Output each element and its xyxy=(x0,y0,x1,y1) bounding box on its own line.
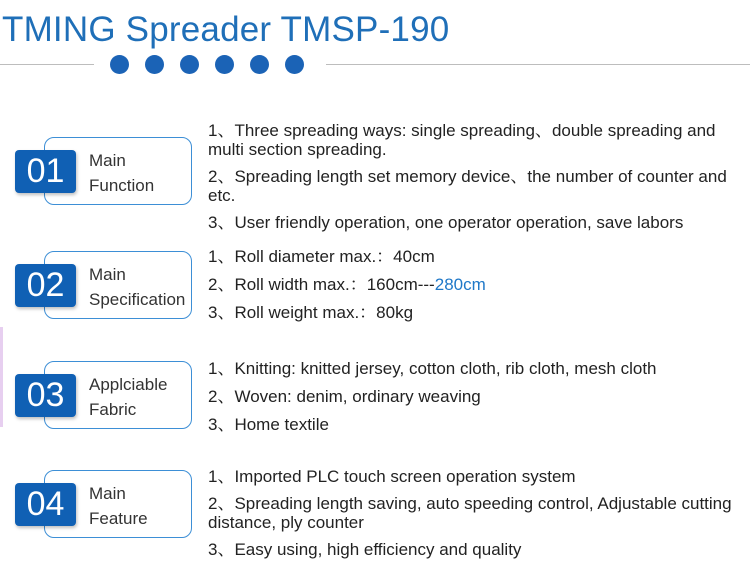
section-label-line2: Feature xyxy=(89,509,148,528)
section-label xyxy=(89,372,167,422)
list-item xyxy=(208,275,748,294)
list-item: 3、Home textile xyxy=(208,415,329,434)
section-items xyxy=(208,121,748,240)
highlight-value: 280cm xyxy=(434,275,486,294)
section-items xyxy=(208,359,748,442)
list-item: 2、Spreading length saving, auto speeding control, Adjustable cutting distance, ply counter xyxy=(208,494,732,532)
list-item: 2、Woven: denim, ordinary weaving xyxy=(208,387,481,406)
section-label xyxy=(89,481,148,531)
section-number-badge: 03 xyxy=(15,374,76,417)
list-item: 1、Imported PLC touch screen operation system xyxy=(208,467,576,486)
section-label-line2: Specification xyxy=(89,290,186,309)
section-number-badge: 04 xyxy=(15,483,76,526)
list-item: 3、User friendly operation, one operator operation, save labors xyxy=(208,213,684,232)
list-item: 3、Roll weight max.：80kg xyxy=(208,303,414,322)
section-label-line2: Function xyxy=(89,176,155,195)
header-divider-left xyxy=(0,64,94,65)
decorative-dot xyxy=(180,55,199,74)
decorative-dot xyxy=(215,55,234,74)
section-items xyxy=(208,247,748,330)
section-label-line1: Main xyxy=(89,484,126,503)
list-item-text: 2、Roll width max.：160cm--- xyxy=(208,275,435,294)
section-label-line2: Fabric xyxy=(89,400,137,419)
section-number-badge: 01 xyxy=(15,150,76,193)
side-accent-bar xyxy=(0,327,3,427)
section-label-line1: Main xyxy=(89,151,126,170)
section-label-line1: Main xyxy=(89,265,126,284)
decorative-dot xyxy=(250,55,269,74)
header-divider-right xyxy=(326,64,750,65)
decorative-dot xyxy=(110,55,129,74)
list-item: 3、Easy using, high efficiency and quality xyxy=(208,540,522,559)
decorative-dot xyxy=(145,55,164,74)
list-item: 1、Three spreading ways: single spreading、double spreading and multi section spreading. xyxy=(208,121,716,159)
list-item: 1、Knitting: knitted jersey, cotton cloth, rib cloth, mesh cloth xyxy=(208,359,657,378)
section-label xyxy=(89,148,154,198)
decorative-dot xyxy=(285,55,304,74)
page-title: TMING Spreader TMSP-190 xyxy=(2,10,450,49)
section-label xyxy=(89,262,185,312)
section-label-line1: Applciable xyxy=(89,375,168,394)
section-items xyxy=(208,467,748,567)
list-item: 1、Roll diameter max.：40cm xyxy=(208,247,435,266)
header-dots xyxy=(110,55,304,74)
section-number-badge: 02 xyxy=(15,264,76,307)
list-item: 2、Spreading length set memory device、the number of counter and etc. xyxy=(208,167,727,205)
